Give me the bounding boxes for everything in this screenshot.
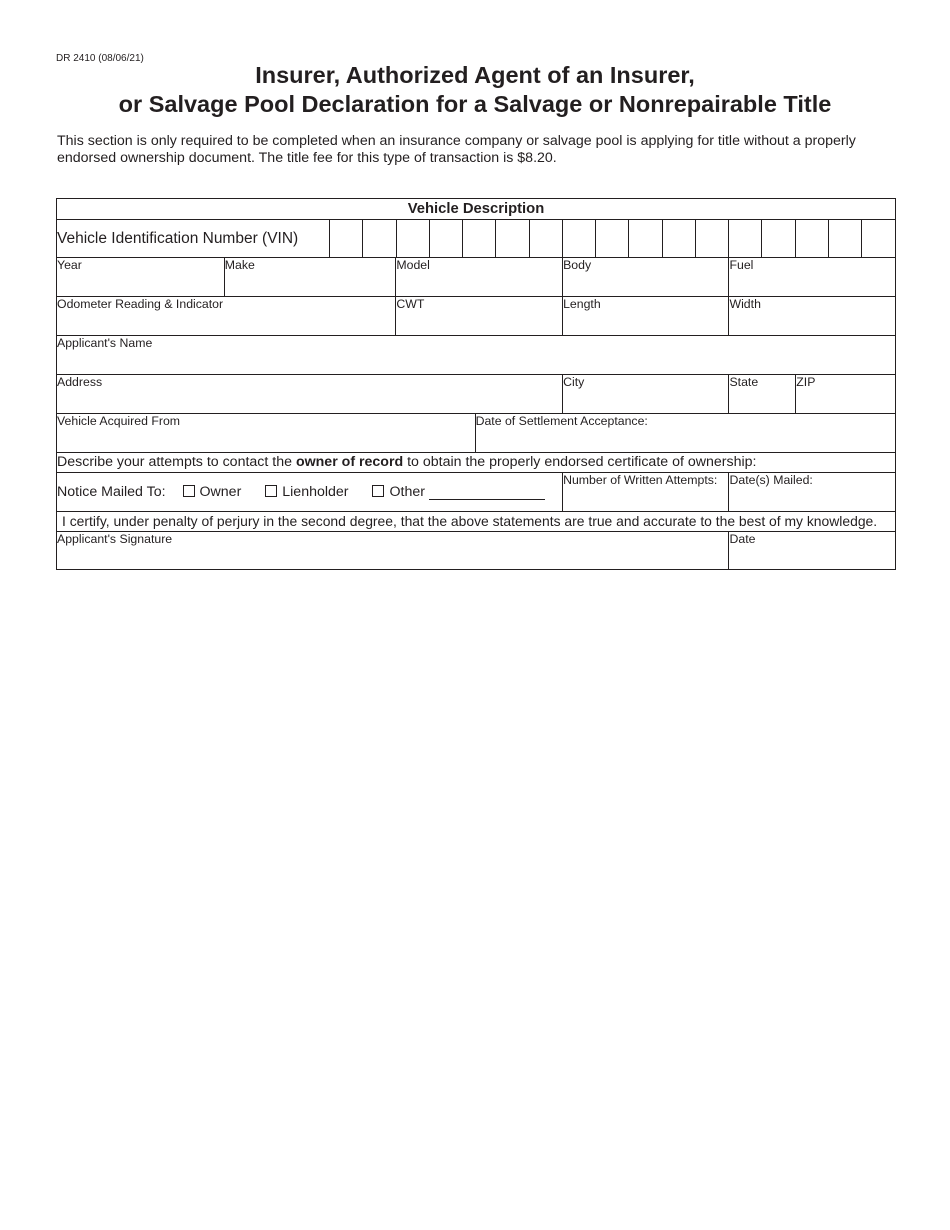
vin-box-13[interactable] <box>729 220 762 257</box>
dates-mailed-label: Date(s) Mailed: <box>729 473 813 487</box>
vin-row <box>57 220 895 257</box>
year-field[interactable] <box>57 258 225 297</box>
settlement-date-label: Date of Settlement Acceptance: <box>475 414 648 428</box>
signature-label: Applicant's Signature <box>57 532 173 546</box>
vin-box-14[interactable] <box>762 220 795 257</box>
form-code: DR 2410 (08/06/21) <box>56 53 144 64</box>
describe-attempts-text: Describe your attempts to contact the owner of record to obtain the properly endorsed certificate of ownership: <box>57 453 896 473</box>
city-field[interactable] <box>563 375 729 414</box>
option-owner[interactable] <box>183 484 242 500</box>
odometer-field[interactable] <box>57 297 396 336</box>
title-line-2: or Salvage Pool Declaration for a Salvage or Nonrepairable Title <box>118 90 832 117</box>
vin-box-16[interactable] <box>828 220 861 257</box>
vin-box-5[interactable] <box>463 220 496 257</box>
zip-field[interactable] <box>796 375 896 414</box>
certification-text: I certify, under penalty of perjury in the second degree, that the above statements are true and accurate to the best of my knowledge. <box>57 512 896 532</box>
vin-box-4[interactable] <box>429 220 462 257</box>
vin-box-1[interactable] <box>330 220 363 257</box>
vin-box-7[interactable] <box>529 220 562 257</box>
applicant-name-label: Applicant's Name <box>57 336 153 350</box>
length-field[interactable] <box>563 297 729 336</box>
zip-label: ZIP <box>796 375 816 389</box>
vin-box-15[interactable] <box>795 220 828 257</box>
title-line-1: Insurer, Authorized Agent of an Insurer, <box>255 62 695 88</box>
year-label: Year <box>57 258 82 272</box>
vin-label: Vehicle Identification Number (VIN) <box>57 220 330 257</box>
owner-option-label: Owner <box>199 484 242 500</box>
vin-box-10[interactable] <box>629 220 662 257</box>
cwt-label: CWT <box>396 297 425 311</box>
state-label: State <box>729 375 759 389</box>
vehicle-description-form <box>56 198 896 570</box>
vin-box-8[interactable] <box>562 220 595 257</box>
written-attempts-label: Number of Written Attempts: <box>563 473 718 487</box>
lienholder-checkbox[interactable] <box>265 485 277 497</box>
model-label: Model <box>396 258 430 272</box>
vin-box-3[interactable] <box>396 220 429 257</box>
odometer-label: Odometer Reading & Indicator <box>57 297 224 311</box>
date-label: Date <box>729 532 756 546</box>
owner-checkbox[interactable] <box>183 485 195 497</box>
signature-field[interactable] <box>57 532 729 570</box>
page-title <box>0 61 950 118</box>
vehicle-description-header: Vehicle Description <box>57 199 896 220</box>
applicant-name-field[interactable] <box>57 336 896 375</box>
notice-label: Notice Mailed To: <box>57 484 166 500</box>
owner-of-record-bold: owner of record <box>295 454 404 470</box>
option-other[interactable] <box>372 484 544 500</box>
settlement-date-field[interactable] <box>475 414 895 453</box>
fuel-label: Fuel <box>729 258 754 272</box>
vin-box-17[interactable] <box>862 220 895 257</box>
vin-box-12[interactable] <box>695 220 728 257</box>
vin-box-2[interactable] <box>363 220 396 257</box>
width-label: Width <box>729 297 761 311</box>
length-label: Length <box>563 297 601 311</box>
fuel-field[interactable] <box>729 258 896 297</box>
make-field[interactable] <box>224 258 396 297</box>
vin-box-9[interactable] <box>596 220 629 257</box>
option-lienholder[interactable] <box>265 484 348 500</box>
date-field[interactable] <box>729 532 896 570</box>
other-option-label: Other <box>389 484 425 500</box>
notice-mailed-to <box>57 473 563 512</box>
vin-box-11[interactable] <box>662 220 695 257</box>
acquired-from-label: Vehicle Acquired From <box>57 414 181 428</box>
intro-text: This section is only required to be completed when an insurance company or salvage pool is applying for title without a properly endorsed ownership document. The title fee for this type of transaction is $8.20. <box>57 133 856 166</box>
body-label: Body <box>563 258 592 272</box>
dates-mailed-field[interactable] <box>729 473 896 512</box>
body-field[interactable] <box>563 258 729 297</box>
state-field[interactable] <box>729 375 796 414</box>
other-blank-line[interactable] <box>429 485 545 500</box>
make-label: Make <box>224 258 255 272</box>
city-label: City <box>563 375 585 389</box>
model-field[interactable] <box>396 258 563 297</box>
acquired-from-field[interactable] <box>57 414 476 453</box>
address-field[interactable] <box>57 375 563 414</box>
address-label: Address <box>57 375 103 389</box>
vin-box-6[interactable] <box>496 220 529 257</box>
lienholder-option-label: Lienholder <box>282 484 349 500</box>
cwt-field[interactable] <box>396 297 563 336</box>
written-attempts-field[interactable] <box>563 473 729 512</box>
other-checkbox[interactable] <box>372 485 384 497</box>
width-field[interactable] <box>729 297 896 336</box>
